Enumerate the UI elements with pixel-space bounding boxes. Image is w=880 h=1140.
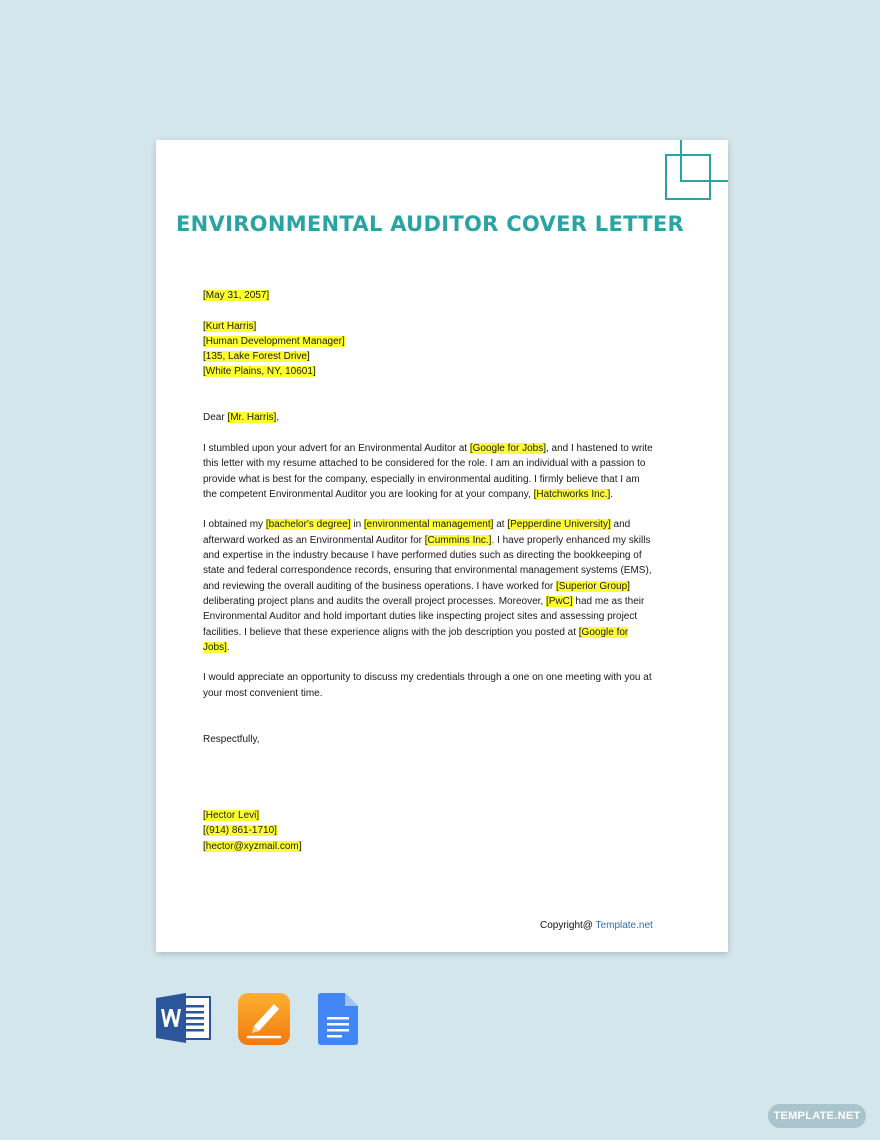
- salutation: Dear [Mr. Harris],: [203, 412, 280, 424]
- paragraph-1: I stumbled upon your advert for an Environmental Auditor at [Google for Jobs], and I hastened to write this letter with my resume attached to be considered for the role. I am an individual with a passion to provide what is best for the company, especially in environmental auditing. I firmly believe that I am the competent Environmental Auditor you are looking for at your company, [Hatchworks Inc.].: [203, 442, 653, 500]
- corner-squares-decoration: [664, 140, 728, 204]
- letter-date: [203, 288, 655, 303]
- paragraph-3: I would appreciate an opportunity to discuss my credentials through a one on one meeting with you at your most convenient time.: [203, 672, 652, 699]
- google-docs-icon[interactable]: [318, 993, 358, 1045]
- pages-icon[interactable]: [238, 993, 290, 1045]
- template-net-badge[interactable]: TEMPLATE.NET: [768, 1104, 866, 1128]
- sender-name: [Hector Levi]: [203, 810, 260, 822]
- letter-page: [156, 140, 728, 952]
- date-field: [May 31, 2057]: [203, 290, 270, 301]
- word-icon[interactable]: [156, 993, 212, 1043]
- copyright-brand-link[interactable]: Template.net: [595, 920, 653, 931]
- sender-phone: [(914) 861-1710]: [203, 825, 277, 837]
- recipient-position: [Human Development Manager]: [203, 335, 345, 347]
- paragraph-2: I obtained my [bachelor's degree] in [environmental management] at [Pepperdine University] and afterward worked as an Environmental Auditor for [Cummins Inc.]. I have properly enhanced my skills and expertise in the industry because I have performed duties such as directing the bookkeeping of state and federal correspondence records, ensuring that environmental management systems (EMS), and reviewing the overall auditing of the business operations. I have worked for [Superior Group] deliberating project plans and audits the overall project processes. Moreover, [PwC] had me as their Environmental Auditor and hold important duties like inspecting project sites and assessing project facilities. I believe that these experience aligns with the job description you posted at [Google for Jobs].: [203, 519, 652, 653]
- letter-body: [203, 288, 655, 854]
- closing: Respectfully,: [203, 733, 260, 745]
- copyright-line: Copyright@ Template.net: [540, 920, 653, 931]
- sender-email: [hector@xyzmail.com]: [203, 840, 302, 852]
- salutation-name: [Mr. Harris]: [227, 412, 277, 424]
- recipient-street: [135, Lake Forest Drive]: [203, 351, 310, 363]
- recipient-city: [White Plains, NY, 10601]: [203, 366, 316, 378]
- recipient-name: [Kurt Harris]: [203, 320, 257, 332]
- document-title: ENVIRONMENTAL AUDITOR COVER LETTER: [176, 212, 684, 236]
